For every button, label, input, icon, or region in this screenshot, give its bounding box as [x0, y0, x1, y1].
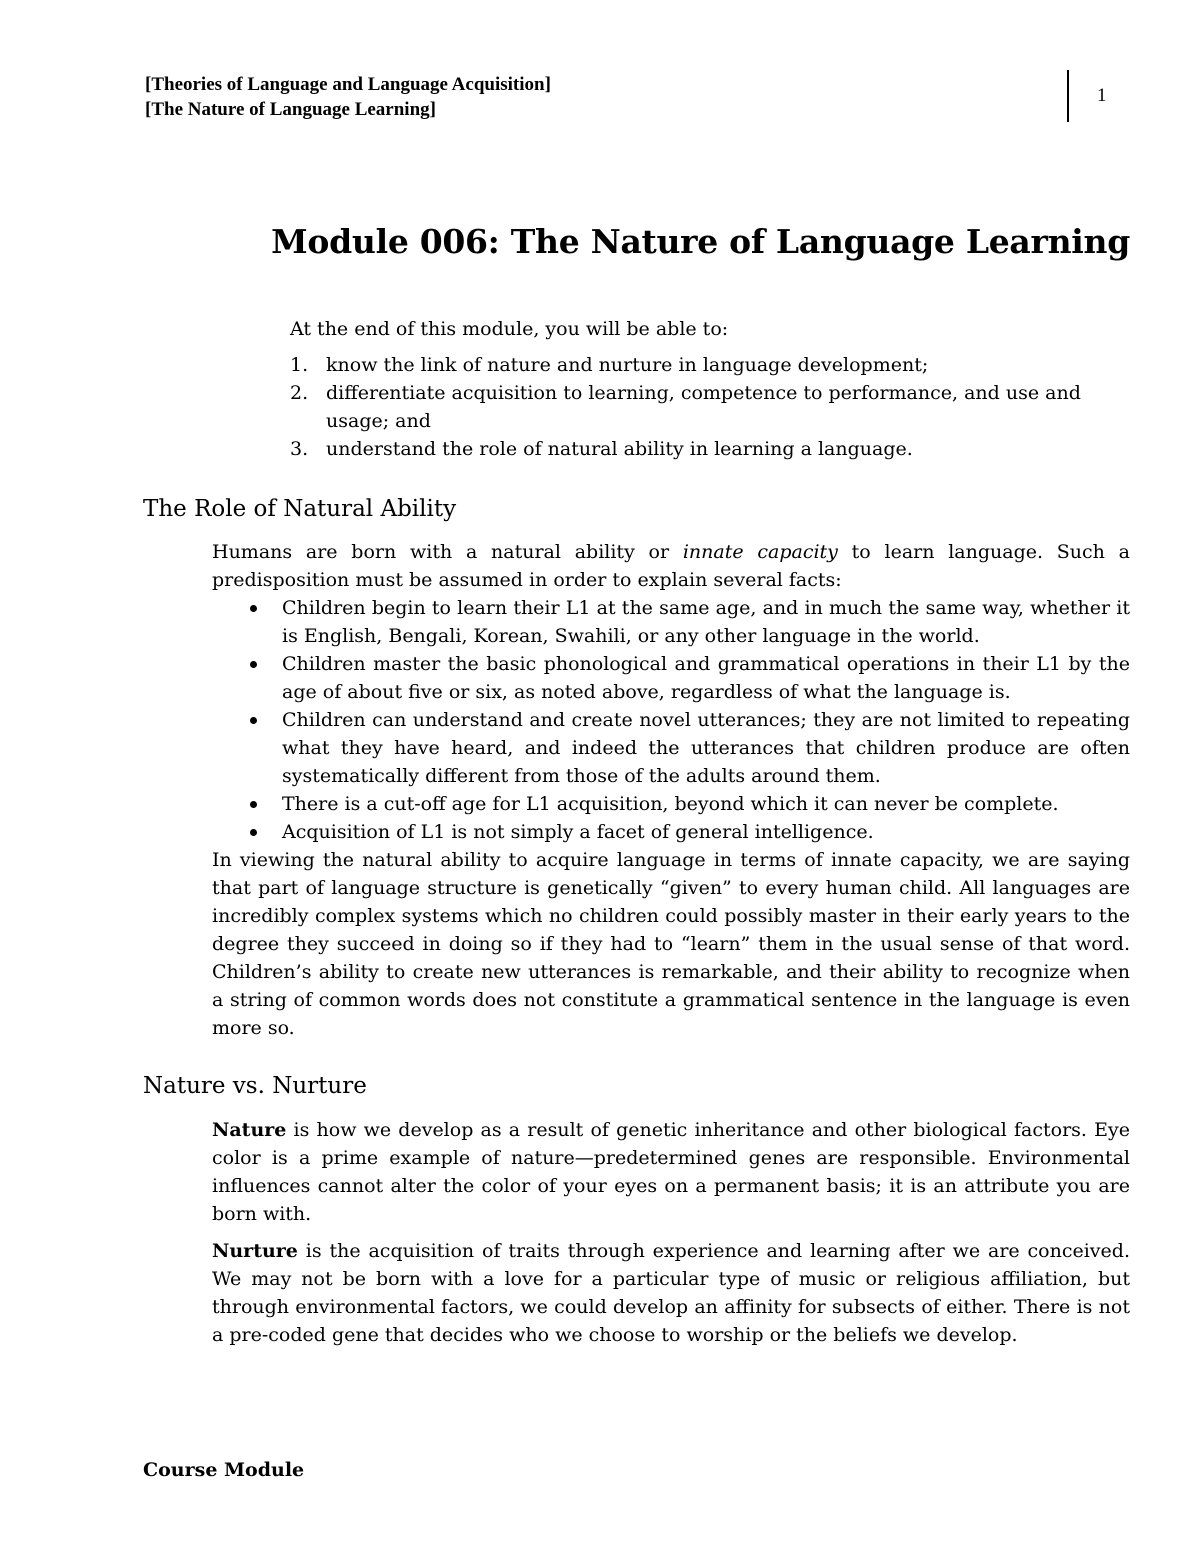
header-divider	[1067, 70, 1069, 122]
running-header	[145, 72, 551, 122]
page-title: Module 006: The Nature of Language Learning	[271, 222, 1130, 261]
objective-text: differentiate acquisition to learning, competence to performance, and use and usage; and	[326, 382, 1081, 432]
list-item-text: Children master the basic phonological and grammatical operations in their L1 by the age of about five or six, as noted above, regardless of what the language is.	[282, 653, 1130, 703]
list-item	[212, 650, 1130, 706]
nurture-text: is the acquisition of traits through experience and learning after we are conceived. We may not be born with a love for a particular type of music or religious affiliation, but through environmental factors, we could develop an affinity for subsects of either. There is not a pre-coded gene that decides who we choose to worship or the beliefs we develop.	[212, 1240, 1130, 1346]
bullet-icon	[250, 661, 257, 668]
intro-text: Humans are born with a natural ability or	[212, 541, 683, 563]
bullet-icon	[250, 717, 257, 724]
objective-number: 3.	[290, 438, 309, 460]
nurture-term: Nurture	[212, 1240, 298, 1262]
header-course-title: [Theories of Language and Language Acquisition]	[145, 74, 551, 95]
objective-item	[290, 435, 1130, 463]
section-closing-paragraph: In viewing the natural ability to acquire language in terms of innate capacity, we are saying that part of language structure is genetically “given” to every human child. All languages are incredibly complex systems which no children could possibly master in their early years to the degree they succeed in doing so if they had to “learn” them in the usual sense of that word. Children’s ability to create new utterances is remarkable, and their ability to recognize when a string of common words does not constitute a grammatical sentence in the language is even more so.	[212, 849, 1130, 1039]
intro-text-cont: to learn language. Such a predisposition must be assumed in order to explain several facts:	[212, 541, 1131, 591]
section-natural-ability	[212, 538, 1130, 1042]
objective-number: 2.	[290, 382, 309, 404]
list-item-text: Acquisition of L1 is not simply a facet of general intelligence.	[282, 821, 874, 843]
objective-item	[290, 351, 1130, 379]
nurture-paragraph	[212, 1237, 1130, 1349]
bullet-icon	[250, 605, 257, 612]
list-item	[212, 818, 1130, 846]
list-item	[212, 594, 1130, 650]
nature-text: is how we develop as a result of genetic inheritance and other biological factors. Eye color is a prime example of nature—predetermined genes are responsible. Environmental influences cannot alter the color of your eyes on a permanent basis; it is an attribute you are born with.	[212, 1119, 1130, 1225]
list-item-text: Children can understand and create novel utterances; they are not limited to repeating what they have heard, and indeed the utterances that children produce are often systematically different from those of the adults around them.	[282, 709, 1130, 787]
list-item	[212, 706, 1130, 790]
list-item-text: There is a cut-off age for L1 acquisition, beyond which it can never be complete.	[282, 793, 1059, 815]
learning-objectives	[290, 315, 1130, 463]
nature-term: Nature	[212, 1119, 287, 1141]
intro-emphasis: innate capacity	[682, 541, 838, 563]
section-heading-natural-ability: The Role of Natural Ability	[143, 496, 457, 522]
page-footer: Course Module	[143, 1459, 305, 1481]
objective-text: know the link of nature and nurture in language development;	[326, 354, 929, 376]
list-item	[212, 790, 1130, 818]
page-number: 1	[1097, 85, 1107, 106]
list-item-text: Children begin to learn their L1 at the same age, and in much the same way, whether it is English, Bengali, Korean, Swahili, or any other language in the world.	[282, 597, 1130, 647]
bullet-icon	[250, 801, 257, 808]
section-nature-nurture	[212, 1116, 1130, 1349]
objective-number: 1.	[290, 354, 309, 376]
bullet-icon	[250, 829, 257, 836]
objectives-intro: At the end of this module, you will be able to:	[290, 318, 729, 340]
objectives-list	[290, 351, 1130, 463]
section-intro	[212, 538, 1130, 594]
nature-paragraph	[212, 1116, 1130, 1228]
section-heading-nature-nurture: Nature vs. Nurture	[143, 1073, 367, 1099]
header-module-title: [The Nature of Language Learning]	[145, 99, 436, 120]
objective-text: understand the role of natural ability in learning a language.	[326, 438, 913, 460]
objective-item	[290, 379, 1130, 435]
facts-list	[212, 594, 1130, 846]
